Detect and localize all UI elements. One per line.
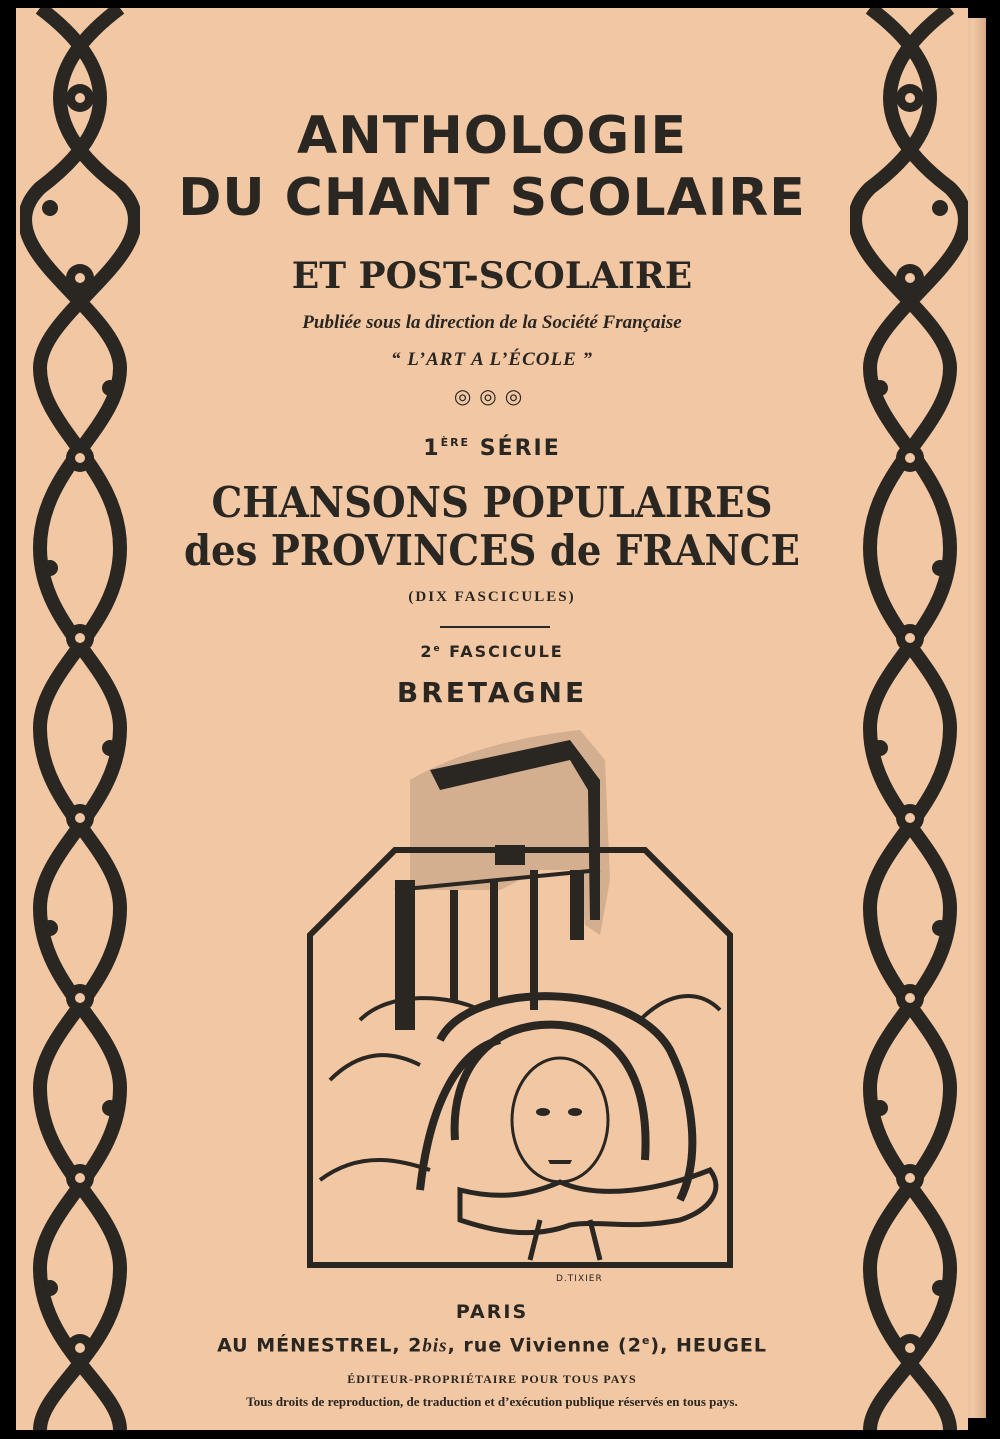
- rights-notice: Tous droits de reproduction, de traduction et d’exécution publique réservés en tous pays.: [246, 1394, 738, 1409]
- region-title: BRETAGNE: [396, 676, 588, 709]
- publisher-superscript: e: [641, 1334, 651, 1347]
- title-line-1: ANTHOLOGIE: [297, 106, 687, 166]
- series-superscript: ÈRE: [440, 436, 471, 449]
- editor-note: ÉDITEUR-PROPRIÉTAIRE POUR TOUS PAYS: [347, 1372, 637, 1386]
- fascicle-number: 2: [420, 642, 434, 661]
- publisher-part-a: AU MÉNESTREL, 2: [217, 1334, 423, 1357]
- artist-signature: D.TIXIER: [556, 1274, 603, 1284]
- collection-title-line-2: des PROVINCES de FRANCE: [184, 526, 800, 575]
- subtitle: Publiée sous la direction de la Société Française: [302, 312, 682, 333]
- publisher-part-b: , rue Vivienne (2: [447, 1334, 642, 1357]
- fascicle-word: FASCICULE: [441, 642, 564, 661]
- fascicles-note: (DIX FASCICULES): [408, 589, 576, 605]
- publisher-line: [136, 1334, 848, 1357]
- divider-rule: [440, 626, 550, 628]
- series-word: SÉRIE: [470, 436, 561, 461]
- city: PARIS: [455, 1301, 529, 1323]
- publisher-part-c: ), HEUGEL: [650, 1334, 767, 1357]
- floral-border-left: [20, 8, 140, 1430]
- floral-border-right: [850, 8, 968, 1430]
- society-name: “ L’ART A L’ÉCOLE ”: [391, 349, 593, 370]
- collection-title-line-1: CHANSONS POPULAIRES: [211, 478, 773, 527]
- publisher-bis: bis: [422, 1335, 448, 1357]
- fascicle-label: [136, 642, 848, 661]
- title-line-3: ET POST-SCOLAIRE: [291, 255, 693, 297]
- series-number: 1: [423, 436, 441, 461]
- cover-page: [16, 8, 968, 1430]
- title-line-2: DU CHANT SCOLAIRE: [178, 168, 806, 228]
- ornament-dots: ◎◎◎: [453, 386, 531, 408]
- fascicle-superscript: e: [433, 644, 442, 654]
- breton-chapel-and-woman-illustration: [300, 720, 740, 1280]
- series-label: [136, 436, 848, 461]
